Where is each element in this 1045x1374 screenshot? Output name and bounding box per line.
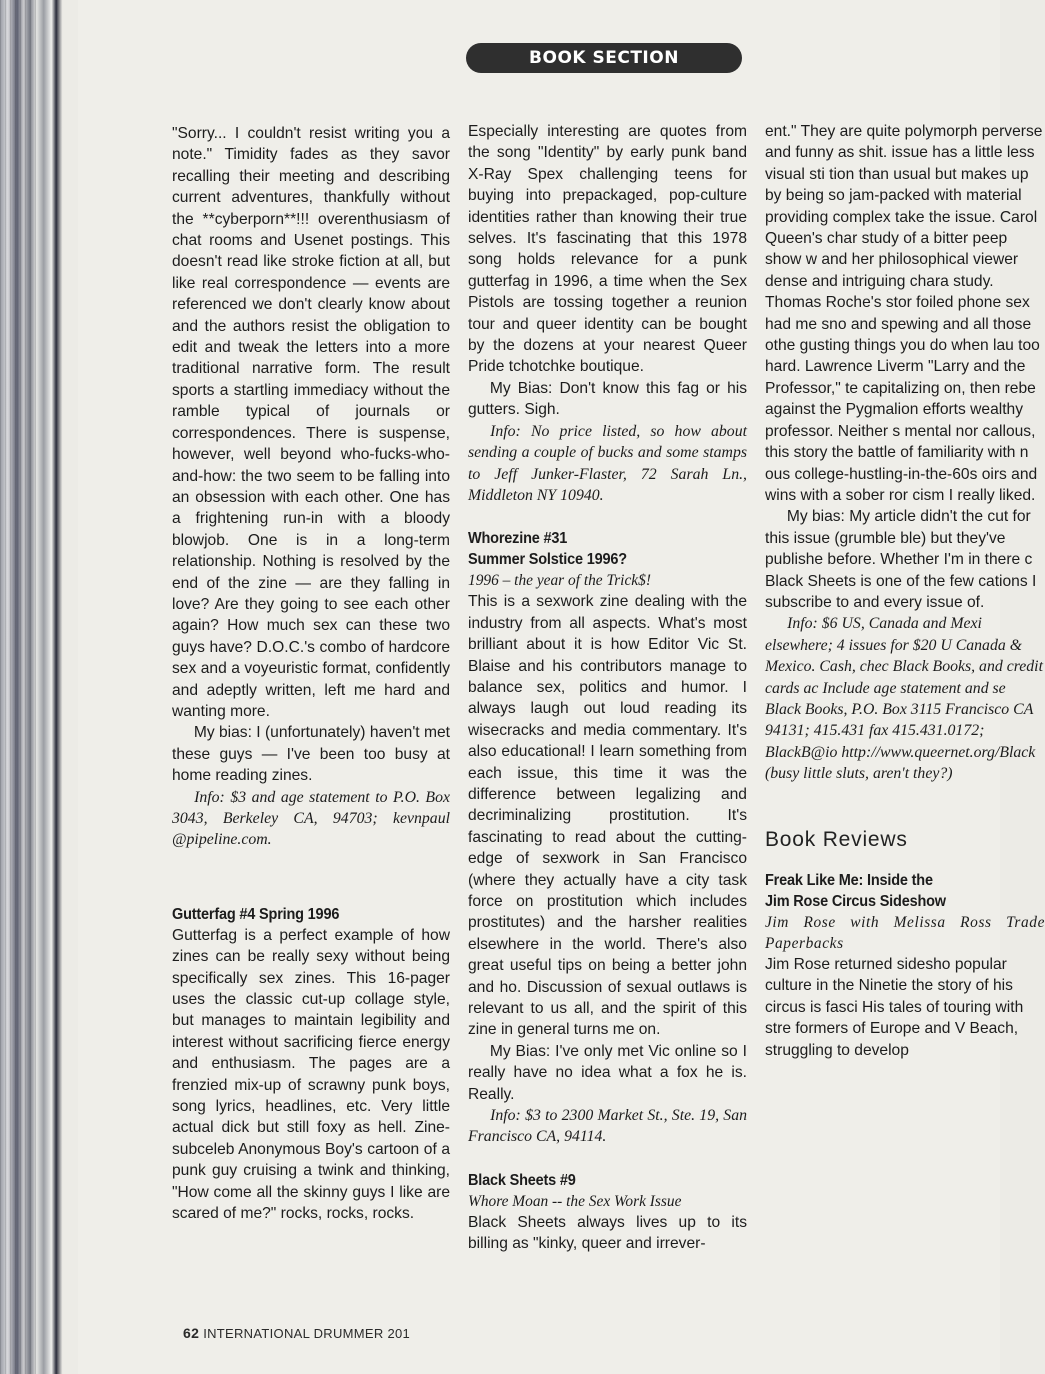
page-footer [183,1325,410,1341]
review-subtitle: 1996 – the year of the Trick$! [468,572,651,590]
review-paragraph: Jim Rose returned sidesho popular culture in the Ninetie the story of his circus is fasci His tales of touring with stre formers of Europe and V Beach, struggling to develop [765,956,1024,1059]
review-bias: My bias: I (unfortunately) haven't met these guys — I've been too busy at home reading zines. [172,724,450,785]
review-bias: My Bias: Don't know this fag or his gutters. Sigh. [468,379,747,419]
review-heading: Jim Rose Circus Sideshow [765,893,946,910]
review-paragraph: ent." They are quite polymorph perverse and funny as shit. issue has a little less visual sti tion than usual but makes up by being so jam-packed with material providing complex take the issue. Carol Queen's char study of a bitter peep show w and her philosophical viewer dense and intriguing chara study. Thomas Roche's stor foiled phone sex had me sno and spewing and all those othe gusting things you do when lau too hard. Lawrence Liverm "Larry and the Professor," te capitalizing on, then rebe against the Pygmalion efforts wealthy professor. Neither s mental nor callous, this story the battle of familiarity with n ous college-hustling-in-the-60s oirs and wins with a sober ror cism I really liked. [765,123,1043,504]
review-paragraph: Gutterfag is a perfect example of how zines can be really sexy without being specifically sex zines. This 16-pager uses the classic cut-up collage style, but manages to maintain legibility and interest without sacrificing fierce energy and enthusiasm. The pages are a frenzied mix-up of scrawny punk boys, song lyrics, headlines, etc. Very little actual dick but still foxy as hell. Zine-subceleb Anonymous Boy's cartoon of a punk guy cruising a twink and thinking, "How come all the skinny guys I like are scared of me?" rocks, rocks, rocks. [172,926,450,1223]
review-info: Info: $6 US, Canada and Mexi elsewhere; 4 issues for $20 U Canada & Mexico. Cash, chec Black Books, and credit cards ac Include age statement and se Black Books, P.O. Box 3115 Francisco CA 94131; 415.431 fax 415.431.0172; BlackB@io http://www.queernet.org/Black (busy little sluts, aren't they?) [765,615,1043,783]
review-heading: Gutterfag #4 Spring 1996 [172,905,340,923]
review-info: Info: $3 to 2300 Market St., Ste. 19, San Francisco CA, 94114. [468,1107,747,1146]
review-heading: Black Sheets #9 [468,1171,576,1189]
review-bias: My bias: My article didn't the cut for this issue (grumble ble) but they've publishe before. Whether I'm in there c Black Sheets is one of the few cations I subscribe to and every issue of. [765,508,1037,611]
magazine-name: INTERNATIONAL DRUMMER 201 [203,1326,411,1341]
review-heading: Whorezine #31 [468,530,568,548]
review-paragraph: Especially interesting are quotes from the song "Identity" by early punk band X-Ray Spex challenging teens for buying into prepackaged, pop-culture identities rather than knowing their true selves. It's fascinating that this 1978 song holds relevance for a punk gutterfag in 1996, a time when the Sex Pistols are tossing together a reunion tour and queer identity can be bought by the dozens at your nearest Queer Pride tchotchke boutique. [468,123,747,376]
review-paragraph: This is a sexwork zine dealing with the industry from all aspects. What's most brilliant about it is how Editor Vic St. Blaise and his contributors manage to balance sex, politics and humor. I always laugh out loud reading its wisecracks and media commentary. It's also educational! I learn something from each issue, this time it was the difference between legalizing and decriminalizing prostitution. It's fascinating to read about the cutting-edge of sexwork in San Francisco (where they actually have a city task force on prostitution which includes prostitutes) and the harsher realities elsewhere in the world. There's also great useful tips on being a better john and ho. Discussion of sexual outlaws is relevant to us all, and the spirit of this zine in general turns me on. [468,593,747,1039]
review-info: Info: No price listed, so how about sending a couple of bucks and some stamps to Jeff Junker-Flaster, 72 Sarah Ln., Middleton NY 10940. [468,422,747,504]
review-bias: My Bias: I've only met Vic online so I really have no idea what a fox he is. Really. [468,1042,747,1103]
column-2 [468,121,747,1255]
review-heading: Freak Like Me: Inside the [765,872,933,889]
column-1 [172,123,450,1225]
section-banner: BOOK SECTION [466,43,742,73]
review-subtitle: Jim Rose with Melissa Ross Trade Paperbacks [765,914,1045,952]
review-paragraph: Black Sheets always lives up to its billing as "kinky, queer and irrever- [468,1213,747,1253]
review-info: Info: $3 and age statement to P.O. Box 3043, Berkeley CA, 94703; kevnpaul @pipeline.com. [172,788,450,849]
page-edges [0,0,78,1374]
review-subtitle: Whore Moan -- the Sex Work Issue [468,1192,682,1210]
review-paragraph: "Sorry... I couldn't resist writing you a note." Timidity fades as they savor recalling their meeting and describing current adventures, thankfully without the **cyberporn**!!! overenthusiasm of chat rooms and Usenet postings. This doesn't read like stroke fiction at all, but like real correspondence — events are referenced we don't clearly know about and the authors resist the obligation to edit and tweak the letters into a more traditional narrative form. The result sports a startling immediacy without the ramble typical of journals or correspondences. There is suspense, however, well beyond who-fucks-who-and-how: the two seem to be falling into an obsession with each other. One has a frightening run-in with a bloody blowjob. One is in a long-term relationship. Nothing is resolved by the end of the zine — are they falling in love? Are they going to see each other again? How much sex can these two guys have? D.O.C.'s combo of hardcore sex and a voyeuristic format, confidently and adeptly written, left me hard and wanting more. [172,125,450,720]
column-3 [765,121,1045,1061]
review-heading: Summer Solstice 1996? [468,551,627,569]
page-number: 62 [183,1325,200,1341]
section-heading: Book Reviews [765,827,908,851]
